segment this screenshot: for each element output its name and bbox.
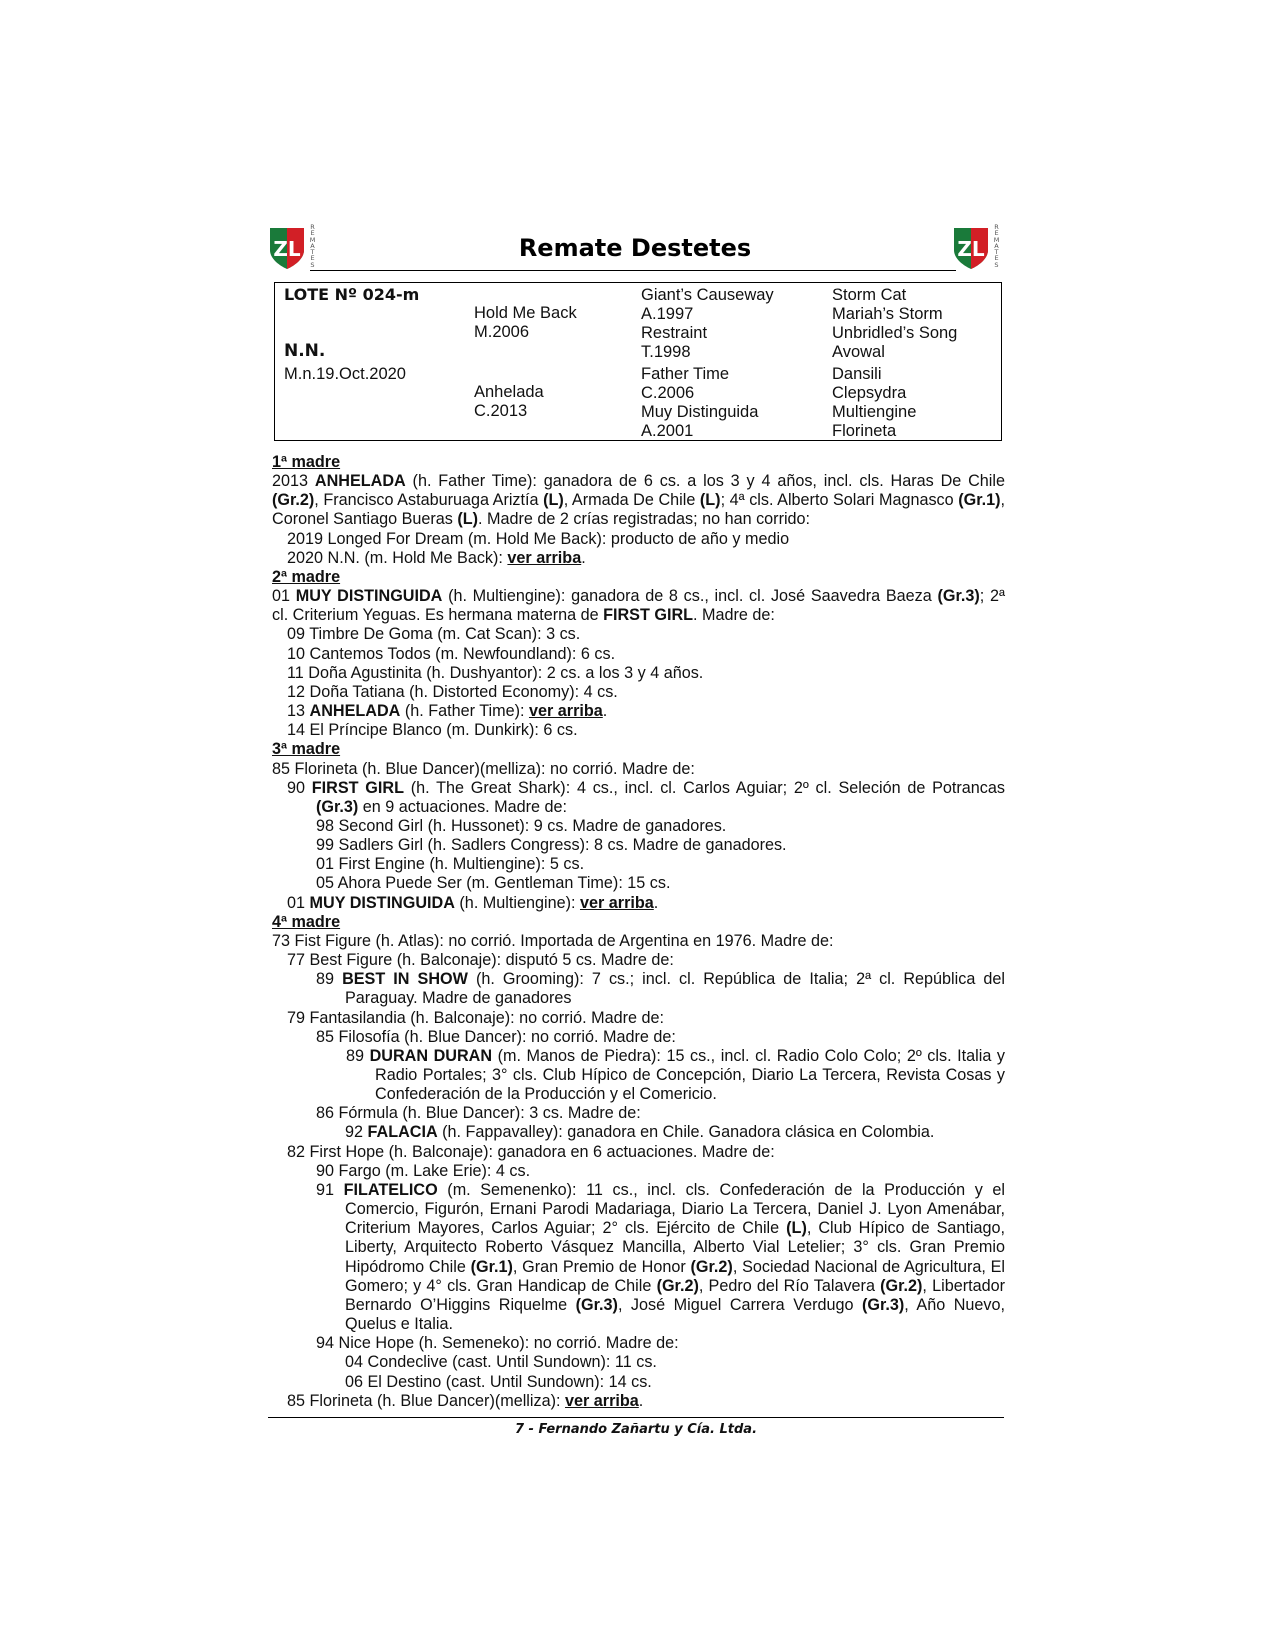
text-run: (m. Manos de Piedra): 15 cs., incl. cl. Radio Colo Colo; 2º cls. Italia y Radio Portales; 3° cls. Club Hípico de Concepción, Diario La Tercera, Revista Cosas y Confederación de la Producción y el Comericio. — [375, 1046, 1005, 1104]
text-run: , Gran Premio de Honor — [512, 1257, 691, 1276]
text-run: 99 Sadlers Girl (h. Sadlers Congress): 8 cs. Madre de ganadores. — [316, 836, 787, 855]
grandparent-name: Father Time — [641, 365, 730, 383]
bold-text: (Gr.1) — [470, 1257, 513, 1276]
text-run: , Sociedad Nacional de Agricultura, El Gomero; y 4° cls. Gran Handicap de Chile — [345, 1257, 1005, 1295]
sire-name: Hold Me Back — [474, 304, 577, 322]
bold-text: ANHELADA — [309, 702, 401, 721]
record-line — [272, 1334, 1005, 1353]
great-grandparent: Multiengine — [832, 403, 917, 421]
text-run: 09 Timbre De Goma (m. Cat Scan): 3 cs. — [287, 625, 581, 644]
record-line — [272, 970, 1005, 1008]
great-grandparent: Avowal — [832, 343, 885, 361]
record-line — [272, 721, 1005, 740]
see-above-link: ver arriba — [579, 893, 654, 912]
bold-text: (L) — [543, 491, 564, 510]
text-run: 89 — [346, 1046, 370, 1065]
text-run: 85 Filosofía (h. Blue Dancer): no corrió. Madre de: — [316, 1027, 676, 1046]
logo-letters: ZL — [273, 237, 301, 261]
text-run: 2013 — [272, 472, 315, 491]
pedigree-table — [274, 282, 1002, 441]
text-run: 05 Ahora Puede Ser (m. Gentleman Time): 15 cs. — [316, 874, 671, 893]
bold-text: MUY DISTINGUIDA — [309, 893, 455, 912]
bold-text: FILATELICO — [343, 1180, 438, 1199]
text-run: ; 4ª cls. Alberto Solari Magnasco — [720, 491, 959, 510]
bold-text: (L) — [457, 510, 479, 529]
record-line — [272, 530, 1005, 549]
text-run: , Coronel Santiago Bueras — [272, 491, 1005, 529]
great-grandparent: Storm Cat — [832, 286, 907, 304]
text-run: . — [602, 702, 608, 721]
record-line — [272, 1181, 1005, 1334]
record-line — [272, 1143, 1005, 1162]
text-run: ; 2ª cl. Criterium Yeguas. Es hermana materna de — [272, 587, 1005, 625]
section-heading — [272, 913, 1005, 932]
record-line — [272, 760, 1005, 779]
text-run: 1ª madre — [272, 453, 341, 471]
bold-text: MUY DISTINGUIDA — [295, 587, 443, 606]
bold-text: (Gr.2) — [656, 1276, 699, 1295]
text-run: . Madre de 2 crías registradas; no han corrido: — [478, 510, 811, 529]
text-run: , Libertador Bernardo O’Higgins Riquelme — [345, 1276, 1005, 1314]
record-line — [272, 664, 1005, 683]
text-run: 94 Nice Hope (h. Semeneko): no corrió. Madre de: — [316, 1334, 679, 1353]
text-run: 90 Fargo (m. Lake Erie): 4 cs. — [316, 1161, 531, 1180]
text-run: , José Miguel Carrera Verdugo — [617, 1295, 863, 1314]
text-run: (h. Father Time): — [400, 702, 529, 721]
record-line — [272, 817, 1005, 836]
text-run: 91 — [316, 1180, 344, 1199]
see-above-link: ver arriba — [507, 548, 582, 567]
record-line — [272, 1009, 1005, 1028]
record-line — [272, 1392, 1005, 1411]
text-run: , Club Hípico de Santiago, Liberty, Arquitecto Roberto Vásquez Mancilla, Alberto Vial Letelier; 3° cls. Gran Premio Hipódromo Chile — [345, 1219, 1005, 1276]
text-run: (m. Semenenko): 11 cs., incl. cls. Confederación de la Producción y el Comercio, Figurón, Ernani Parodi Madariaga, Diario La Tercera, Daniel J. Lyon Amenábar, Criterium Mayores, Carlos Aguiar; 2° cls. Ejército de Chile — [345, 1180, 1005, 1238]
record-line — [272, 1104, 1005, 1123]
shield-icon — [952, 224, 990, 270]
record-line — [272, 894, 1005, 913]
text-run: (h. Multiengine): — [454, 893, 580, 912]
race-record-body — [272, 453, 1005, 1411]
text-run: , Año Nuevo, Quelus e Italia. — [345, 1295, 1005, 1334]
bold-text: (Gr.3) — [862, 1295, 905, 1314]
text-run: 86 Fórmula (h. Blue Dancer): 3 cs. Madre de: — [316, 1104, 641, 1123]
text-run: 13 — [287, 702, 310, 721]
great-grandparent: Unbridled’s Song — [832, 324, 958, 342]
text-run: 11 Doña Agustinita (h. Dushyantor): 2 cs. a los 3 y 4 años. — [287, 663, 704, 682]
bold-text: (L) — [786, 1219, 807, 1238]
page-title: Remate Destetes — [518, 234, 752, 262]
page-footer: 7 - Fernando Zañartu y Cía. Ltda. — [514, 1422, 758, 1437]
record-line — [272, 702, 1005, 721]
record-line — [272, 855, 1005, 874]
bold-text: (Gr.3) — [316, 797, 359, 816]
record-line — [272, 645, 1005, 664]
section-heading — [272, 453, 1005, 472]
text-run: . — [581, 548, 586, 567]
text-run: 2020 N.N. (m. Hold Me Back): — [287, 548, 508, 567]
text-run: 89 — [316, 970, 343, 989]
text-run: 12 Doña Tatiana (h. Distorted Economy): 4 cs. — [287, 682, 618, 701]
grandparent-name: Muy Distinguida — [641, 403, 759, 421]
footer-rule — [268, 1417, 1004, 1418]
record-line — [272, 625, 1005, 644]
text-run: 06 El Destino (cast. Until Sundown): 14 cs. — [345, 1372, 652, 1391]
bold-text: ANHELADA — [314, 472, 406, 491]
text-run: 79 Fantasilandia (h. Balconaje): no corrió. Madre de: — [287, 1008, 665, 1027]
text-run: . — [638, 1391, 644, 1410]
horse-name: N.N. — [284, 341, 326, 361]
grandparent-year: T.1998 — [641, 343, 691, 361]
great-grandparent: Florineta — [832, 422, 897, 440]
record-line — [272, 1123, 1005, 1142]
lot-number: LOTE Nº 024-m — [284, 285, 420, 304]
text-run: 14 El Príncipe Blanco (m. Dunkirk): 6 cs. — [287, 721, 578, 740]
record-line — [272, 1353, 1005, 1372]
text-run: 73 Fist Figure (h. Atlas): no corrió. Importada de Argentina en 1976. Madre de: — [272, 931, 834, 950]
record-line — [272, 1373, 1005, 1392]
text-run: 01 — [272, 587, 296, 606]
record-line — [272, 1162, 1005, 1181]
dam-year: C.2013 — [474, 402, 528, 420]
record-line — [272, 932, 1005, 951]
text-run: 10 Cantemos Todos (m. Newfoundland): 6 cs. — [287, 644, 616, 663]
bold-text: (L) — [699, 491, 721, 510]
bold-text: DURAN DURAN — [369, 1046, 493, 1065]
logo-letters: ZL — [957, 237, 985, 261]
grandparent-year: C.2006 — [641, 384, 695, 402]
text-run: 01 — [287, 893, 310, 912]
text-run: 2019 Longed For Dream (m. Hold Me Back): producto de año y medio — [287, 529, 790, 548]
text-run: (h. Fappavalley): ganadora en Chile. Ganadora clásica en Colombia. — [437, 1123, 935, 1142]
bold-text: FIRST GIRL — [603, 606, 694, 625]
text-run: en 9 actuaciones. Madre de: — [358, 797, 568, 816]
record-line — [272, 549, 1005, 568]
record-line — [272, 874, 1005, 893]
dam-name: Anhelada — [474, 383, 544, 401]
record-line — [272, 472, 1005, 529]
text-run: , Francisco Astaburuaga Ariztía — [314, 491, 544, 510]
great-grandparent: Dansili — [832, 365, 882, 383]
logo-side-text: R E M A T E S — [993, 223, 1000, 269]
bold-text: (Gr.1) — [958, 491, 1001, 510]
text-run: 77 Best Figure (h. Balconaje): disputó 5 cs. Madre de: — [287, 951, 674, 970]
grandparent-name: Giant’s Causeway — [641, 286, 774, 304]
text-run: 85 Florineta (h. Blue Dancer)(melliza): — [287, 1391, 565, 1410]
record-line — [272, 779, 1005, 817]
text-run: 2ª madre — [272, 567, 341, 586]
bold-text: (Gr.3) — [937, 587, 980, 606]
section-heading — [272, 568, 1005, 587]
text-run: (h. Multiengine): ganadora de 8 cs., incl. cl. José Saavedra Baeza — [442, 587, 938, 606]
text-run: 4ª madre — [272, 912, 341, 931]
text-run: 92 — [345, 1123, 368, 1142]
great-grandparent: Clepsydra — [832, 384, 907, 402]
record-line — [272, 587, 1005, 625]
text-run: , Armada De Chile — [563, 491, 700, 510]
title-rule — [310, 270, 956, 271]
bold-text: FALACIA — [367, 1123, 438, 1142]
text-run: (h. The Great Shark): 4 cs., incl. cl. Carlos Aguiar; 2º cl. Seleción de Potrancas — [403, 778, 1005, 797]
great-grandparent: Mariah’s Storm — [832, 305, 943, 323]
grandparent-year: A.1997 — [641, 305, 694, 323]
grandparent-name: Restraint — [641, 324, 708, 342]
logo-side-text: R E M A T E S — [309, 223, 316, 269]
bold-text: BEST IN SHOW — [342, 970, 468, 989]
shield-icon — [268, 224, 306, 270]
bold-text: (Gr.2) — [272, 491, 315, 510]
birth-info: M.n.19.Oct.2020 — [284, 365, 406, 383]
text-run: 98 Second Girl (h. Hussonet): 9 cs. Madre de ganadores. — [316, 816, 727, 835]
grandparent-year: A.2001 — [641, 422, 694, 440]
text-run: 01 First Engine (h. Multiengine): 5 cs. — [316, 855, 585, 874]
text-run: 85 Florineta (h. Blue Dancer)(melliza): no corrió. Madre de: — [272, 759, 695, 778]
bold-text: (Gr.2) — [690, 1257, 733, 1276]
text-run: 90 — [287, 778, 312, 797]
record-line — [272, 1047, 1005, 1104]
text-run: . Madre de: — [693, 606, 775, 625]
text-run: 04 Condeclive (cast. Until Sundown): 11 cs. — [345, 1353, 657, 1372]
text-run: (h. Father Time): ganadora de 6 cs. a los 3 y 4 años, incl. cls. Haras De Chile — [405, 472, 1006, 491]
record-line — [272, 951, 1005, 970]
text-run: 3ª madre — [272, 740, 341, 759]
bold-text: (Gr.2) — [880, 1276, 923, 1295]
bold-text: (Gr.3) — [575, 1295, 618, 1314]
see-above-link: ver arriba — [528, 702, 603, 721]
text-run: 82 First Hope (h. Balconaje): ganadora en 6 actuaciones. Madre de: — [287, 1142, 775, 1161]
bold-text: FIRST GIRL — [311, 778, 404, 797]
record-line — [272, 836, 1005, 855]
sire-year: M.2006 — [474, 323, 530, 341]
section-heading — [272, 740, 1005, 759]
company-logo — [268, 224, 318, 272]
text-run: , Pedro del Río Talavera — [698, 1276, 881, 1295]
text-run: . — [653, 893, 659, 912]
record-line — [272, 683, 1005, 702]
company-logo — [952, 224, 1002, 272]
text-run: (h. Grooming): 7 cs.; incl. cl. República de Italia; 2ª cl. República del Paraguay. Madre de ganadores — [345, 970, 1005, 1008]
record-line — [272, 1028, 1005, 1047]
see-above-link: ver arriba — [565, 1391, 639, 1410]
